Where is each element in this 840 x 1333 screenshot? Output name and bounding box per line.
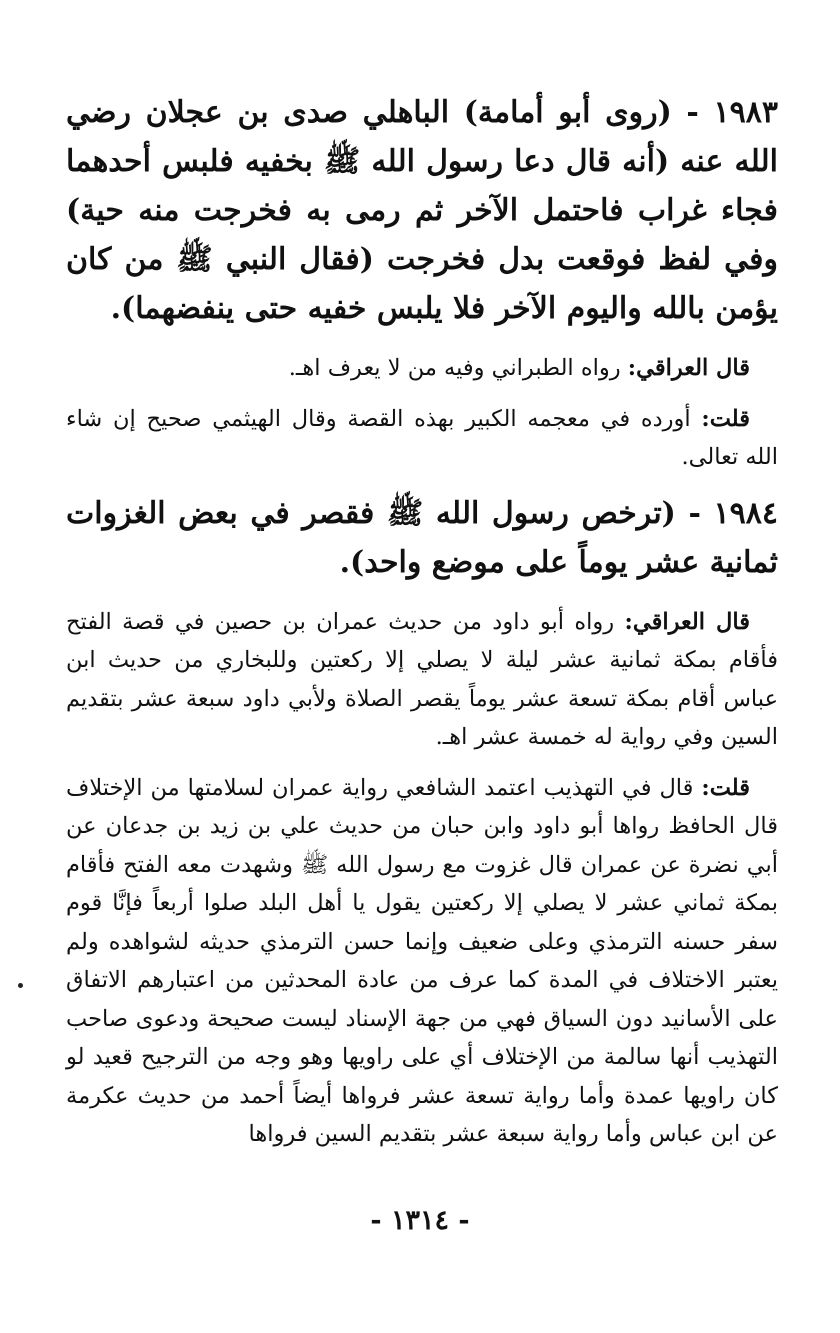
hadith-number: ١٩٨٤ - [688, 495, 778, 531]
hadith-1984 [66, 489, 778, 587]
commentary-text: رواه أبو داود من حديث عمران بن حصين في قصة الفتح فأقام بمكة ثمانية عشر ليلة لا يصلي إلا ركعتين وللبخاري من حديث ابن عباس أقام بمكة تسعة عشر يوماً يقصر الصلاة ولأبي داود سبعة عشر بتقديم السين وفي رواية له خمسة عشر اهـ. [66, 608, 778, 750]
commentary-label: قال العراقي: [627, 355, 750, 381]
commentary-label: قال العراقي: [624, 608, 750, 635]
commentary-label: قلت: [701, 774, 751, 801]
margin-speck [18, 983, 23, 988]
hadith-number: ١٩٨٣ - [686, 95, 778, 130]
hadith-text: (ترخص رسول الله ﷺ فقصر في بعض الغزوات ثمانية عشر يوماً على موضع واحد). [66, 495, 778, 580]
commentary-author [66, 769, 778, 1154]
commentary-text: قال في التهذيب اعتمد الشافعي رواية عمران لسلامتها من الإختلاف قال الحافظ رواها أبو داود وابن حبان من حديث علي بن زيد بن جدعان عن أبي نضرة عن عمران قال غزوت مع رسول الله ﷺ وشهدت معه الفتح فأقام بمكة ثماني عشر لا يصلي إلا ركعتين يقول يا أهل البلد صلوا أربعاً فإنَّا قوم سفر حسنه الترمذي وعلى ضعيف وإنما حسن الترمذي حديثه لشواهده ولم يعتبر الاختلاف في المدة كما عرف من عادة المحدثين من اعتبارهم الاتفاق على الأسانيد دون السياق فهي من جهة الإسناد ليست صحيحة ودعوى صاحب التهذيب أنها سالمة من الإختلاف أي على راويها وهو وجه من الترجيح قعيد لو كان راويها عمدة وأما رواية تسعة عشر فرواها أيضاً أحمد من حديث عكرمة عن ابن عباس وأما رواية سبعة عشر بتقديم السين فرواها [66, 774, 778, 1147]
commentary-text: أورده في معجمه الكبير بهذه القصة وقال الهيثمي صحيح إن شاء الله تعالى. [66, 405, 778, 470]
page-number: - ١٣١٤ - [370, 1205, 470, 1236]
page-body [66, 88, 778, 1154]
hadith-1983 [66, 88, 778, 333]
commentary-author [66, 400, 778, 477]
commentary-label: قلت: [701, 405, 751, 432]
hadith-text: (روى أبو أمامة) الباهلي صدى بن عجلان رضي الله عنه (أنه قال دعا رسول الله ﷺ بخفيه فلبس أحدهما فجاء غراب فاحتمل الآخر ثم رمى به فخرجت منه حية) وفي لفظ فوقعت بدل فخرجت (فقال النبي ﷺ من كان يؤمن بالله واليوم الآخر فلا يلبس خفيه حتى ينفضهما). [66, 95, 778, 326]
commentary-iraqi [66, 603, 778, 757]
commentary-iraqi [66, 349, 778, 388]
commentary-text: رواه الطبراني وفيه من لا يعرف اهـ. [288, 355, 621, 381]
